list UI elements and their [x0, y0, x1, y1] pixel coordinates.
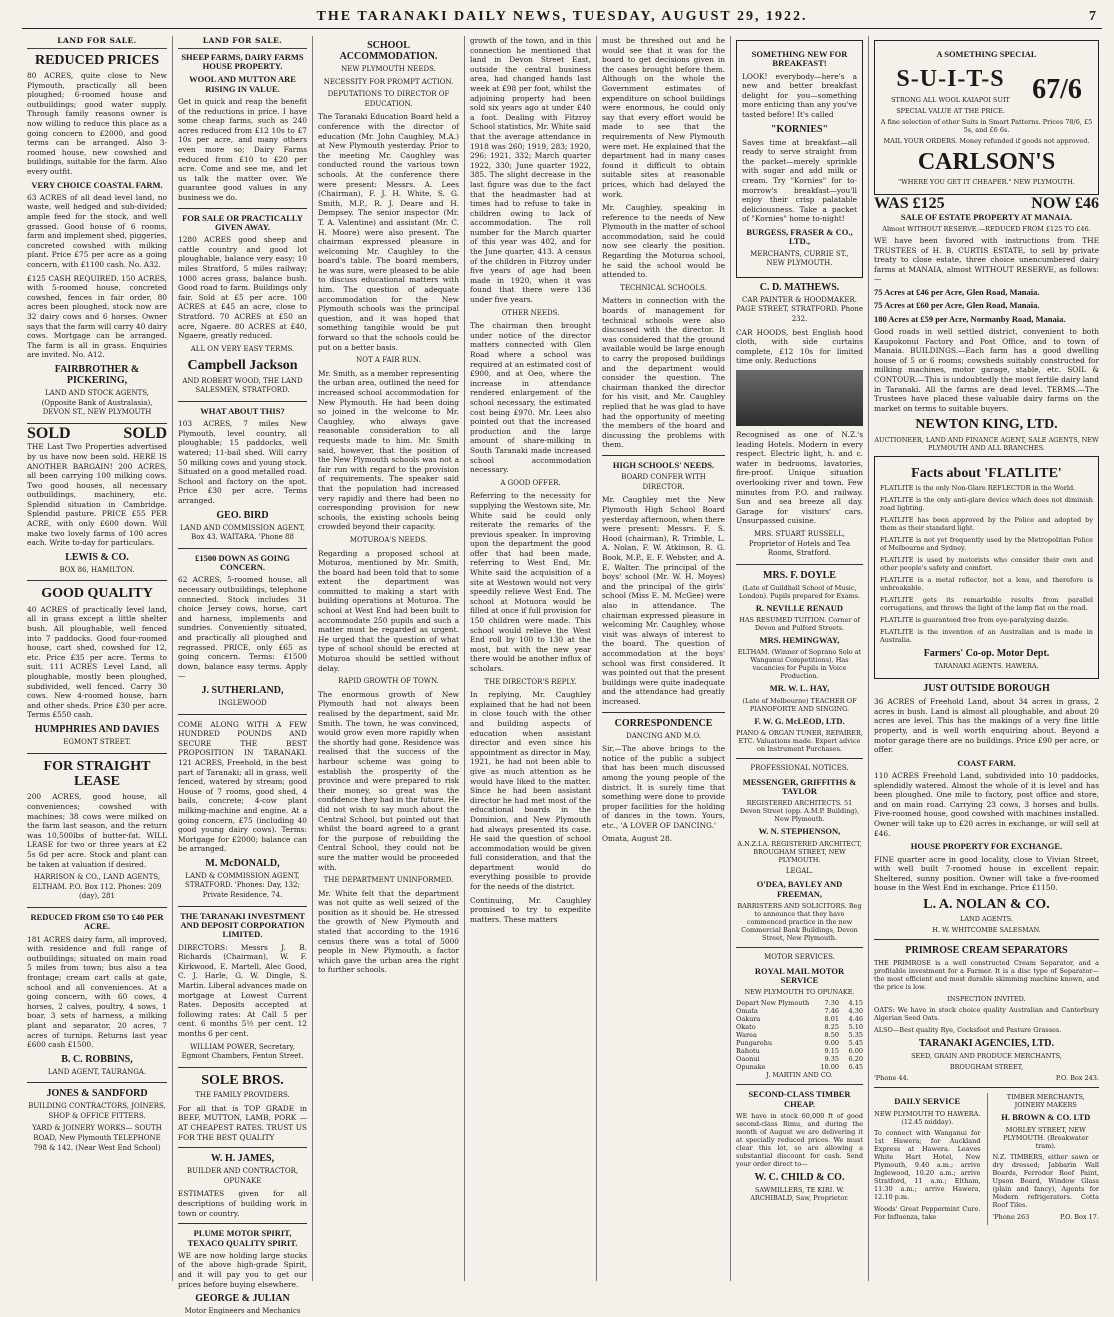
timetable-cell: Opunake	[736, 1063, 766, 1072]
column-2	[172, 36, 312, 1316]
ad-heading: Facts about 'FLATLITE'	[911, 465, 1062, 481]
timetable-row	[736, 1031, 863, 1039]
article-text: Mr. Caughley, speaking in reference to the needs of New Plymouth in the matter of school accommodation, said he could now see clearly the position. Regarding the Moturoa school, he said the school would be attended to.	[602, 203, 725, 280]
firm-name: CARLSON'S	[917, 148, 1056, 175]
ad-text: 36 ACRES of Freehold Land, about 34 acres in grass, 2 acres in bush. Land is almost all ploughable, and about 20 acres are level. This has the makings of a very fine little property, and is well worth enquiring about. Beyond a motor garage there are no buildings. Price £90 per acre, or offer.	[874, 697, 1099, 755]
firm-address: YARD & JOINERY WORKS— SOUTH ROAD, New Plymouth TELEPHONE 798 & 142. (Near West End School)	[32, 1124, 162, 1152]
ad-subheading: VERY CHOICE COASTAL FARM.	[31, 179, 163, 190]
firm-details: PIANO & ORGAN TUNER, REPAIRER, ETC. Valuations made. Expert advice on Instrument Purchases.	[736, 729, 863, 754]
ad-text: 40 ACRES of practically level land, all in grass except a little shelter bush. All ploughable, well fenced into 7 paddocks. Good four-roomed house, cart shed, cowshed for 12, etc. Price £35 per acre. Terms to suit. 111 ACRES Level Land, all ploughable, mostly been ploughed, subdivided, well fenced. Carry 30 cows. New 4-roomed house, barn and other sheds. Price £30 per acre. Terms £550 cash.	[27, 604, 167, 720]
firm-name: TARANAKI AGENCIES, LTD.	[918, 1038, 1055, 1050]
ad-text: Woods' Great Peppermint Cure. For Influenza, take	[874, 1204, 981, 1221]
ad-text: 80 ACRES, quite close to New Plymouth, practically all been ploughed; 6-roomed house and outbuildings; good water supply. Through family reasons owner is now willing to reduce this place as a going concern to £2000, and good terms can be arranged. Also 3-roomed house, new cowshed and buildings, suitable for the farm. Also every outfit.	[27, 70, 167, 176]
timetable-cell: 6.00	[848, 1047, 863, 1056]
article-subhead: NECESSITY FOR PROMPT ACTION.	[323, 77, 454, 86]
timetable-row	[736, 1039, 863, 1047]
ad-text: THE Last Two Properties advertised by us have now been sold. HERE IS ANOTHER BARGAIN! 200 ACRES, all been carrying 100 milking cows. Two good houses, all necessary outbuildings, machinery, etc. Splendid situation in Cambridge. Splendid pasture. PRICE £55 PER ACRE, with only £600 down. Will make two lovely farms of 100 acres each. Write to-day for particulars.	[27, 442, 167, 548]
column-4	[464, 36, 596, 1281]
timetable-cell: 4.46	[848, 1015, 863, 1024]
ad-text: FINE quarter acre in good locality, close to Vivian Street, with well built 7-roomed house in excellent repair. Sheltered, sunny position. Owner will take a five-roomed house in the West End in exchange. Price £1150.	[874, 854, 1099, 893]
article-text: Mr. White felt that the department was not quite as well seized of the position as it should be. He stressed the growth of New Plymouth and stated that according to the 1916 census there was a total of 5000 people in New Plymouth, a factor which gave the urban area the right to further schools.	[318, 888, 459, 975]
ad-heading-reduced-prices: REDUCED PRICES	[34, 52, 160, 68]
firm-address: BROUGHAM STREET,	[949, 1063, 1024, 1072]
product-name: "KORNIES"	[770, 123, 829, 135]
ad-proprietor: MRS. STUART RUSSELL, Proprietor of Hotels and Tea Rooms, Stratford.	[748, 529, 851, 558]
timetable-cell: 4.30	[848, 1007, 863, 1016]
ad-text: 181 ACRES dairy farm, all improved, with residence and full range of outbuildings; situated on main road 5 miles from town; bus also a tea frontage; cream cart calls at gate, school and all conveniences. At a going concern, with 60 cows, 4 horses, 2 calves, poultry, 4 sows, 1 boar, 3 sets of harness, a milking plant and separator, 20 acres, 7 acres of turnips. Returns last year £600 cash £1500.	[27, 934, 167, 1050]
ad-text: N.Z. TIMBERS, either sawn or dry dressed; Jabbarin Wall Boards, Ferrodor Roof Paint, Upson Board, Window Glass (plain and fancy), Agents for Modern refrigerators. Cotta Roof Tiles.	[992, 1152, 1099, 1209]
firm-name: MESSENGER, GRIFFITHS & TAYLOR	[742, 776, 857, 797]
teacher-name: MR. W. L. HAY,	[769, 683, 830, 694]
section-heading: LAND FOR SALE.	[27, 36, 167, 49]
flatlite-fact: FLATLITE is guaranteed free from eye-paralyzing dazzle.	[880, 616, 1069, 625]
column-5	[596, 36, 730, 1281]
timetable-cell: Oakura	[736, 1015, 761, 1024]
ad-text: 103 ACRES, 7 miles New Plymouth, level country, all ploughable; 15 paddocks, well watered; 11-bail shed. Will carry 50 milking cows and young stock. Situated on a good metalled road. School and factory on the spot. Price £30 per acre. Terms arranged.	[178, 419, 307, 505]
flatlite-fact: FLATLITE is a metal reflector, not a lens, and therefore is unbreakable.	[880, 576, 1093, 593]
firm-name: BURGESS, FRASER & CO., LTD.,	[746, 227, 853, 247]
section-heading: PROFESSIONAL NOTICES.	[750, 764, 849, 773]
article-subhead: TECHNICAL SCHOOLS.	[620, 283, 707, 292]
section-headline-correspondence: CORRESPONDENCE	[614, 717, 713, 729]
firm-details: A.N.Z.I.A. REGISTERED ARCHITECT, BROUGHAM STREET, NEW PLYMOUTH.	[737, 839, 862, 864]
ad-text: £125 CASH REQUIRED. 150 ACRES, with 5-roomed house, concreted cowshed, fences in fair order, 80 acres been ploughed, stock now are 32 dairy cows and 6 horses. Owner says that the farm will carry 40 dairy cows. Mortgage can be arranged. The farm is all in grass. Enquiries are invited. No. A12.	[27, 273, 167, 360]
firm-address: CAR PAINTER & HOODMAKER. PAGE STREET, STRATFORD. Phone 232.	[736, 295, 863, 324]
firm-details: SEED, GRAIN AND PRODUCE MERCHANTS,	[911, 1052, 1062, 1061]
page-number: 7	[1089, 9, 1096, 24]
ad-text: Recognised as one of N.Z.'s leading Hotels. Modern in every respect. Electric light, h. and c. water in bedrooms, lavatories, fire-proof. Unique situation overlooking river and town. Few minutes from P.O. and railway. Sun and sea breeze all day. Garage for visitors' cars. Unsurpassed cuisine.	[736, 430, 863, 526]
firm-address: MERCHANTS, CURRIE ST., NEW PLYMOUTH.	[750, 249, 849, 268]
ad-heading: TIMBER MERCHANTS, JOINERY MAKERS	[1006, 1093, 1085, 1110]
suits-more: A fine selection of other Suits in Smart Patterns. Prices 78/6, £5 5s, and £6 6s.	[880, 117, 1093, 134]
timetable-cell: Rahotu	[736, 1047, 760, 1056]
ad-text: COME ALONG WITH A FEW HUNDRED POUNDS AND SECURE THE BEST PROPOSITION IN TARANAKI. 121 ACRES, Freehold, in the best part of Taranaki; all in grass, well fenced, watered by stream; good House of 7 rooms, good shed, 4 bails, concrete; 4-cow plant milking-machine and engine. At a going concern, £75 (including 40 good young dairy cows). Terms: Mortgage for £2000; balance can be arranged.	[178, 719, 307, 854]
timetable-cell: 5.10	[848, 1023, 863, 1032]
article-subhead: NOT A FAIR RUN.	[356, 356, 421, 365]
timetable-cell: Depart New Plymouth	[736, 999, 810, 1008]
teacher-name: MRS. HEMINGWAY,	[759, 635, 840, 646]
ad-text: DIRECTORS: Messrs J. B. Richards (Chairman), W. F. Kirkwood, E. Martell, Alec Good, C. J. Harle, G. W. Dingle, S. Martin. Liberal advances made on mortgage at Lowest Current Rates. Deposits accepted at following rates: At Call 5 per cent. 6 months 5½ per cent. 12 months 6 per cent.	[178, 942, 307, 1039]
firm-name: O'DEA, BAYLEY AND FREEMAN,	[756, 879, 843, 899]
article-text: The chairman then brought under notice of the director matters connected with Glen Road where a school was required at an estimated cost of £900, and at Oeo, where the increase in attendance rendered enlargement of the school necessary, the estimated cost being £970. Mr. Lees also pointed out that the increased production and the large amount of share-milking in South Taranaki made increased school accommodation necessary.	[470, 321, 591, 475]
ad-heading: WHAT ABOUT THIS?	[200, 405, 285, 416]
firm-name: C. D. MATHEWS.	[759, 281, 840, 293]
firm-name: Campbell Jackson	[187, 358, 298, 374]
firm-address: BUILDER AND CONTRACTOR, OPUNAKE	[186, 1167, 299, 1185]
teacher-details: ELTHAM. (Winner of Soprano Solo at Wanganui Competitions). Has vacancies for Pupils in Voice Production.	[737, 648, 862, 681]
firm-address: BOX 86, HAMILTON.	[59, 565, 135, 574]
teacher-details: (Late of Guildhall School of Music, London). Pupils prepared for Exams.	[738, 583, 861, 600]
ad-subheading: COAST FARM.	[957, 757, 1016, 768]
firm-name: SOLE BROS.	[201, 1072, 284, 1088]
firm-name: J. SUTHERLAND,	[201, 684, 284, 696]
article-text: must be threshed out and he would see that it was for the board to get decisions given in the cases brought before them. Although on the whole the Government estimates of expenditure on school buildings were enormous, he could only say that every effort would be made to see that the requirements of New Plymouth were met. He explained that the department had in many cases found it difficult to obtain suitable sites at reasonable prices, which had delayed the work.	[602, 36, 725, 199]
article-text: Continuing, Mr. Caughley promised to try to expedite matters. These matters	[470, 895, 591, 924]
firm-tagline: Motor Engineers and Mechanics	[184, 1307, 301, 1316]
firm-name: GEO. BIRD	[216, 509, 269, 521]
article-text: Referring to the necessity for supplying the Westown site, Mr. White said he could only reiterate the remarks of the previous speaker. In improving upon the department the good offer that had been made, referring to West End, Mr. White said the acquisition of a site at Westown would not very speedily relieve West End. The school at Motuora would be filled at once if full provision for 150 children were made. This school would relieve the West End roll by 100 to 130 at the most, but with the new year there would be another influx of scholars.	[470, 491, 591, 673]
flatlite-fact: FLATLITE has been approved by the Police and adopted by them as their standard light.	[880, 516, 1093, 533]
firm-services: BUILDING CONTRACTORS, JOINERS, SHOP & OFFICE FITTERS.	[28, 1102, 166, 1120]
article-text: In replying, Mr. Caughley explained that he had not been in close touch with the other and building aspects of education when assistant director and even since his appointment as director in May, 1921, he had not been able to give as much attention as he would have liked to the matter. Since he had been assistant director he had met most of the educational boards in the Dominion, and New Plymouth had always presented its case. He said the question of school accommodation would be given full consideration, and that the department would do everything possible to provide for the needs of the district.	[470, 690, 591, 892]
article-text: The Taranaki Education Board held a conference with the director of education (Mr. John Caughley, M.A.) at New Plymouth yesterday. Prior to the meeting Mr. Caughley was conducted round the various town schools. At the conference there were present: Messrs. A. Lees (Chairman), F. J. H. White, S. G. Smith, M.P., R. J. Deare and H. Dempsey. The senior inspector (Mr. T. A. Valentine) and assistant (Mr. C. H. Moore) were also present. The chairman expressed pleasure in welcoming Mr. Caughley to the board's table. The board members, he was sure, were pleased to be able to discuss educational matters with him. The question of adequate accommodation for the New Plymouth schools was the principal question, and it was hoped that something tangible would be put forward so that the schools could be put on a better basis.	[318, 112, 459, 352]
firm-name: H. BROWN & CO. LTD	[1001, 1112, 1091, 1123]
column-1	[22, 36, 172, 1281]
teacher-details: HAS RESUMED TUITION. Corner of Devon and Pulford Streets.	[739, 616, 860, 633]
ad-note: INSPECTION INVITED.	[947, 995, 1026, 1004]
ad-heading: GOOD QUALITY	[41, 586, 153, 602]
firm-name: W. H. JAMES,	[210, 1153, 275, 1165]
firm-tagline: THE FAMILY PROVIDERS.	[195, 1091, 290, 1100]
firm-address: EGMONT STREET.	[63, 737, 131, 746]
ad-text: LOOK! everybody—here's a new and better breakfast delight for you—something more enticing than any you've tasted before! It's called	[742, 71, 857, 120]
firm-details: SAWMILLERS, TE KIRI. W. ARCHIBALD, Saw, Proprietor.	[750, 1186, 849, 1202]
timber-ad	[987, 1093, 1100, 1224]
ad-heading: SECOND-CLASS TIMBER CHEAP.	[748, 1089, 851, 1109]
timetable-cell: 9.35	[824, 1055, 839, 1064]
article-subhead: OTHER NEEDS.	[501, 308, 560, 317]
ad-text: 200 ACRES, good house, all conveniences; cowshed with machines; 38 cows were milked on the farm last season, and the return was 10,500lbs of butter-fat. WILL LEASE for two or three years at £2 5s 6d per acre. Stock and plant can be taken at valuation if desired.	[27, 792, 167, 869]
farm-lot: 75 Acres at £60 per Acre, Glen Road, Manaia.	[874, 300, 1040, 311]
firm-slogan: "WHERE YOU GET IT CHEAPER." NEW PLYMOUTH.	[898, 178, 1075, 187]
article-text: Regarding a proposed school at Moturoa, mentioned by Mr. Smith, the board had been told that to some extent the department was committed to making a start with building operations at Moturoa. The school at West End had been built to accommodate 250 pupils and such a matter must be regarded as urgent. He urged that the question of what type of school should be erected at Moturoa should be settled without delay.	[318, 548, 459, 673]
ad-text: 1280 ACRES good sheep and cattle country and good lot ploughable, balance very easy; 10 miles Stratford, 5 miles railway; 1000 acres grass, balance bush. Good road to farm. Buildings only fair. Sold at £5 per acre. 100 ACRES at £45 an acre, close to Stratford. 70 ACRES at £50 an acre, Ngaere. 80 ACRES at £40, Ngaere, greatly reduced.	[178, 235, 307, 341]
firm-details: AUCTIONEER, LAND AND FINANCE AGENT, SALE AGENTS, NEW PLYMOUTH AND ALL BRANCHES.	[874, 435, 1099, 452]
ad-text: CAR HOODS, best English hood cloth, with side curtains complete, £12 10s for limited time only. Reductions	[736, 327, 863, 366]
article-subhead: DEPUTATIONS TO DIRECTOR OF EDUCATION.	[327, 90, 450, 108]
ad-heading: JUST OUTSIDE BOROUGH	[923, 683, 1050, 695]
ad-text: To connect with Wanganui for 1st Hawera; for Auckland Express at Hawera. Leaves White Hart Hotel, New Plymouth, 9.40 a.m.; arrive Inglewood, 10.20 a.m.; arrive Stratford, 11 a.m.; Eltham, 11.30 a.m.; arrive Hawera, 12.10 p.m.	[874, 1128, 981, 1201]
timetable-row	[736, 999, 863, 1007]
ad-heading: FOR SALE OR PRACTICALLY GIVEN AWAY.	[182, 212, 303, 232]
section-heading: MOTOR SERVICES.	[764, 953, 835, 962]
timetable-row	[736, 1055, 863, 1063]
section-heading: LAND FOR SALE.	[178, 36, 307, 49]
flatlite-fact: FLATLITE is not yet frequently used by the Metropolitan Police of Melbourne and Sydney.	[880, 536, 1093, 553]
article-headline: SCHOOL ACCOMMODATION.	[339, 40, 438, 62]
suits-title: S-U-I-T-S	[896, 66, 1005, 93]
masthead-title: THE TARANAKI DAILY NEWS, TUESDAY, AUGUST 29, 1922.	[316, 9, 808, 24]
firm-name: THE TARANAKI INVESTMENT AND DEPOSIT CORPORATION LIMITED.	[180, 910, 305, 940]
firm-name: M. McDONALD,	[205, 857, 280, 869]
timetable-cell: 7.46	[824, 1007, 839, 1016]
article-headline: HIGH SCHOOLS' NEEDS.	[612, 459, 715, 470]
timetable-cell: Okato	[736, 1023, 756, 1032]
article-subhead: A GOOD OFFER.	[500, 478, 561, 487]
suits-value: SPECIAL VALUE AT THE PRICE.	[896, 106, 1005, 115]
ad-subheading: HOUSE PROPERTY FOR EXCHANGE.	[910, 841, 1063, 852]
suits-price: 67/6	[1032, 74, 1082, 106]
firm-contact: 'Phone 44. P.O. Box 243.	[874, 1074, 1099, 1083]
timetable-cell: 4.15	[848, 999, 863, 1008]
article-text: The enormous growth of New Plymouth had not always been realised by the department, said Mr. Smith. The town, he was convinced, would grow even more rapidly when the shortly had gone. Residence was realised that the success of the harbour scheme was going to establish the prosperity of the province and were prepared to risk their money, so great was the confidence they had in the future. He did not wish to say much about the Central School, but pointed out that whilst the board agreed to a grant for the purpose of rebuilding the Central School, they could not be sure the matter would be proceeded with.	[318, 689, 459, 872]
ad-heading: SOMETHING NEW FOR BREAKFAST!	[751, 49, 848, 69]
timetable-row	[736, 1047, 863, 1055]
hotel-illustration	[736, 370, 863, 426]
timetable-row	[736, 1007, 863, 1015]
firm-name: JONES & SANDFORD	[46, 1088, 148, 1100]
firm-name: LEWIS & CO.	[65, 551, 129, 563]
timetable-cell: Warea	[736, 1031, 757, 1040]
firm-address: INGLEWOOD	[218, 698, 267, 707]
timetable-cell: 8.50	[824, 1031, 839, 1040]
ad-text: THE PRIMROSE is a well constructed Cream Separator, and a profitable investment for a Farmer. It is a disc type of Separator—the most efficient and most durable skimming machine known, and the price is low.	[874, 959, 1099, 992]
ad-heading: FOR STRAIGHT LEASE	[43, 758, 151, 789]
kornies-ad	[736, 40, 863, 278]
ad-heading: DAILY SERVICE	[894, 1096, 961, 1107]
column-3	[312, 36, 464, 1281]
timetable-cell: Pungarehu	[736, 1039, 773, 1048]
ad-text: Saves time at breakfast—all ready to serve straight from the packet—merely sprinkle with sugar and add milk or cream. Try "Kornies" for to-morrow's breakfast—you'll enjoy their crisp palatable deliciousness. Take a packet of "Kornies" home to-night!	[742, 137, 857, 224]
letter-text: Sir,—The above brings to the notice of the public a subject that has been much discussed among the young people of the district. It is surely time that something were done to provide proper facilities for the holding of dances in the town. Yours, etc., 'A LOVER OF DANCING.'	[602, 744, 725, 830]
ad-terms: ALL ON VERY EASY TERMS.	[190, 344, 295, 353]
firm-details: REGISTERED ARCHITECTS. 51 Devon Street (opp. A.M.P. Building), New Plymouth.	[739, 799, 860, 824]
firm-address: LAND AND STOCK AGENTS, (Opposite Bank of Australasia), DEVON ST., NEW PLYMOUTH	[41, 388, 153, 417]
teacher-details: (Late of Melbourne) TEACHER OF PIANOFORTE AND SINGING.	[742, 696, 857, 713]
ad-heading: REDUCED FROM £50 TO £40 PER ACRE.	[30, 911, 164, 932]
timetable-cell: 8.01	[824, 1015, 839, 1024]
article-text: Mr. Smith, as a member representing the urban area, outlined the need for increased school accommodation for New Plymouth. He had been doing so joined in the welcome to Mr. Caughley, who always gave reasonable consideration to all requests made to him. Mr. Smith said, however, that the position of the New Plymouth schools was not a fair run with regard to the provision of requirements. The speaker said that the population had increased very rapidly and there had been no corresponding provision for new schools, the existing schools being crowded beyond their capacity.	[318, 368, 459, 532]
was-now-banner: WAS £125 NOW £46	[874, 195, 1099, 213]
farm-lot: 180 Acres at £59 per Acre, Normanby Road, Manaia.	[874, 313, 1066, 324]
daily-service-ad	[874, 1093, 981, 1224]
firm-contact: 'Phone 263 P.O. Box 17.	[992, 1212, 1099, 1221]
firm-name: GEORGE & JULIAN	[195, 1293, 290, 1305]
farm-lot: 75 Acres at £46 per Acre, Glen Road, Manaia.	[874, 287, 1040, 298]
firm-address: HARRISON & CO., LAND AGENTS, ELTHAM. P.O. Box 112. Phones: 209 (day), 281	[32, 873, 162, 901]
flatlite-fact: FLATLITE is the only Non-Glare REFLECTOR in the World.	[880, 484, 1076, 493]
ad-heading: SALE OF ESTATE PROPERTY AT MANAIA.	[900, 211, 1073, 222]
firm-details: J. MARTIN AND CO.	[766, 1071, 833, 1080]
ad-text: ALSO—Best quality Rye, Cocksfoot and Pasture Grasses.	[874, 1026, 1062, 1035]
firm-address: AND ROBERT WOOD, THE LAND SALESMEN, STRATFORD.	[182, 376, 303, 395]
timetable-cell: Oaonui	[736, 1055, 760, 1064]
timetable-cell: 6.45	[848, 1063, 863, 1072]
firm-name: FAIRBROTHER & PICKERING,	[54, 363, 140, 386]
timetable-cell: Omata	[736, 1007, 758, 1016]
sold-banner: SOLD SOLD	[27, 424, 167, 442]
firm-address: LAND AND COMMISSION AGENT, Box 43. WAITARA. 'Phone 88	[180, 523, 305, 542]
ad-heading: £1500 DOWN AS GOING CONCERN.	[195, 552, 290, 573]
firm-name: L. A. NOLAN & CO.	[923, 896, 1050, 912]
flatlite-fact: FLATLITE is used by motorists who consider their own and other people's safety and comfort.	[880, 556, 1093, 573]
timetable-cell: 9.00	[824, 1039, 839, 1048]
timetable-cell: 6.20	[848, 1055, 863, 1064]
firm-details: BARRISTERS AND SOLICITORS. Beg to announce that they have commenced practice in the new Commercial Bank Buildings, Devon Street, New Plymouth.	[737, 902, 862, 943]
ad-heading: A SOMETHING SPECIAL	[936, 49, 1037, 59]
firm-name: W. N. STEPHENSON,	[758, 826, 841, 837]
ad-text: WE are now holding large stocks of the above high-grade Spirit, and it will pay you to get our prices before buying elsewhere.	[178, 1250, 307, 1289]
timetable-row	[736, 1063, 863, 1071]
ad-text: Get in quick and reap the benefit of the reductions in price. I have some cheap farms, such as 240 acres reduced from £12 10s to £7 10s per acre, and many others even more so; Dairy Farms reduced from £10 to £20 per acre. Come and see me, and let us talk the matter over. We guarantee good values in any business we do.	[178, 96, 307, 202]
firm-name: B. C. ROBBINS,	[61, 1053, 133, 1065]
ad-text: 110 ACRES Freehold Land, subdivided into 10 paddocks, splendidly watered. Almost the whole of it is level and has been ploughed. One mile to factory, post office and store, and on main road. Carrying 23 cows, 3 horses and bulls. Five-roomed house, good cowshed with machines installed. Owner will take up to £20 acres in exchange, or will sell at £46.	[874, 771, 1099, 838]
article-text: Matters in connection with the boards of management for technical schools were also discussed with the director. It was considered that the ground available would be large enough to carry the proposed buildings and the department would consider the question. The chairman thanked the director for his visit, and Mr. Caughley replied that he was glad to have had the opportunity of meeting the members of the board and discussing the problems with them.	[602, 296, 725, 450]
ad-text: 62 ACRES, 5-roomed house, all necessary outbuildings, telephone connected. Stock includes 31 choice Jersey cows, horse, cart and harness, implements and sundries. Conveniently situated, and practically all ploughed and regrassed. PRICE, only £65 as going concern. Terms: £1500 down, balance easy terms. Apply—	[178, 575, 307, 681]
suits-subtitle: STRONG ALL WOOL KAIAPOI SUIT	[891, 95, 1010, 104]
firm-name: W. C. CHILD & CO.	[754, 1172, 845, 1183]
article-text: growth of the town, and in this connection he mentioned that land in Devon Street East, outside the central business area, had changed hands last week at £98 per foot, whilst the adjoining property had been sold six years ago at under £40 a foot. Dealing with Fitzroy School statistics, Mr. White said that the average attendance in 1918 was 260; 1919, 283; 1920, 296; 1921, 332; March quarter 1922, 330; June quarter 1922, 385. The slight decrease in the last figure was due to the fact that the headmaster had at times had to refuse to take in children owing to lack of accommodation. The roll number for the March quarter of this year was 402, and for the June quarter, 413. A census of the children in Fitzroy under five years of age had been made in 1920, when it was found that there were 136 under five years.	[470, 36, 591, 305]
teacher-name: MRS. F. DOYLE	[763, 569, 836, 581]
section-heading: LEGAL.	[785, 866, 814, 875]
article-text: Mr. Caughley met the New Plymouth High School Board yesterday afternoon, when there were present: Messrs. F. S. Hood (chairman), R. Trimble, L. A. Nolan, F. W. Atkinson, R. G. Book, M.P., E. F. Webster, and A. E. Walter. The principal of the boys' school (Mr. W. H. Moyes) and the principal of the girls' school (Miss E. M. McGee) were also in attendance. The chairman expressed pleasure in welcoming Mr. Caughley, whose visit was always of interest to the board. The question of accommodation at the boys' school was first considered. It was pointed out that the present buildings were quite inadequate and the attendance had greatly increased.	[602, 495, 725, 706]
route-name: NEW PLYMOUTH TO OPUNAKE.	[744, 988, 855, 997]
timetable-cell: 9.15	[824, 1047, 839, 1056]
mail-orders: MAIL YOUR ORDERS. Money refunded if goods not approved.	[883, 136, 1090, 145]
article-subhead: THE DIRECTOR'S REPLY.	[484, 677, 577, 686]
timetable-cell: 5.45	[848, 1039, 863, 1048]
timetable	[736, 999, 863, 1071]
flatlite-fact: FLATLITE is the only anti-glare device which does not diminish road lighting.	[880, 496, 1093, 513]
article-subhead: DANCING AND M.O.	[626, 731, 701, 740]
ad-text: 63 ACRES of all dead level land, no waste, well hedged and sub-divided; ample feed for the stock, and well grassed. Good house of 6 rooms, farm and implement shed, piggeries, concreted cowshed with milking plant. Price £75 per acre as a going concern, with £1100 cash. No. A32.	[27, 192, 167, 270]
route-name: NEW PLYMOUTH TO HAWERA. (12.45 midday).	[874, 1109, 981, 1126]
salesman: H. W. WHITCOMBE SALESMAN.	[932, 926, 1041, 935]
ad-heading: PLUME MOTOR SPIRIT, TEXACO QUALITY SPIRIT.	[187, 1228, 298, 1248]
firm-name: F. W. G. McLEOD, LTD.	[754, 715, 845, 726]
article-subhead: RAPID GROWTH OF TOWN.	[338, 677, 439, 686]
ad-subheading: Almost WITHOUT RESERVE.—REDUCED FROM £125 TO £46.	[882, 225, 1091, 234]
masthead	[22, 6, 1102, 29]
firm-name: HUMPHRIES AND DAVIES	[34, 723, 160, 735]
firm-address: WILLIAM POWER, Secretary, Egmont Chambers, Fenton Street.	[181, 1042, 304, 1061]
timetable-cell: 7.30	[824, 999, 839, 1008]
timetable-cell: 10.00	[820, 1063, 839, 1072]
ad-heading: WOOL AND MUTTON ARE RISING IN VALUE.	[189, 74, 296, 94]
firm-name: Farmers' Co-op. Motor Dept.	[923, 648, 1050, 660]
ad-text: ESTIMATES given for all descriptions of building work in town or country.	[178, 1189, 307, 1218]
column-6	[730, 36, 868, 1281]
flatlite-facts	[880, 484, 1093, 644]
timetable-row	[736, 1015, 863, 1023]
firm-address: LAND & COMMISSION AGENT, STRATFORD. 'Phones: Day, 132; Private Residence, 74.	[185, 871, 300, 900]
article-subhead: MOTUROA'S NEEDS.	[349, 535, 428, 544]
flatlite-ad	[874, 456, 1099, 679]
article-subhead: BOARD CONFER WITH DIRECTOR.	[621, 473, 706, 491]
ad-text: For all that is TOP GRADE in BEEF, MUTTON, LAMB, PORK — AT CHEAPEST RATES. TRUST US FOR THE BEST QUALITY	[178, 1103, 307, 1142]
firm-address: LAND AGENT, TAURANGA.	[47, 1067, 147, 1076]
firm-name: NEWTON KING, LTD.	[915, 417, 1058, 433]
timetable-cell: 5.35	[848, 1031, 863, 1040]
firm-address: MORLEY STREET, NEW PLYMOUTH. (Breakwater tram).	[1003, 1125, 1089, 1150]
article-subhead: THE DEPARTMENT UNINFORMED.	[323, 876, 454, 885]
firm-details: TARANAKI AGENTS. HAWERA.	[934, 662, 1039, 671]
ad-text: Good roads in well settled district, convenient to both Kaupokonui Factory and Post Office, and to town of Manaia. BUILDINGS.—Each farm has a good dwelling house of 5 or 6 rooms; cowsheds suitably constructed for milking machines, motor garage, stable, etc. SOIL & CONTOUR.—This is undoubtedly the most fertile dairy land in Taranaki. All the farms are dead level. TERMS.—The Trustees have placed these valuable dairy farms on the market on terms to suitable buyers.	[874, 327, 1099, 413]
firm-details: LAND AGENTS.	[960, 915, 1013, 924]
article-subhead: NEW PLYMOUTH NEEDS.	[341, 65, 436, 73]
firm-name: ROYAL MAIL MOTOR SERVICE	[754, 965, 845, 985]
ad-text: WE have in stock 60,000 ft of good second-class Rimu, and during the month of August we are delivering it at specially reduced prices. We must clear this lot, so are allowing a substantial discount for cash. Send your order direct to—	[736, 1112, 863, 1168]
ad-text: WE have been favored with instructions from THE TRUSTEES of H. B. CURTIS ESTATE, to sell by private treaty to close estate, three choice unencumbered dairy farms at MANAIA, almost WITHOUT RESERVE, as follows:—	[874, 236, 1099, 284]
ad-heading: SHEEP FARMS, DAIRY FARMS HOUSE PROPERTY.	[181, 51, 304, 71]
timetable-row	[736, 1023, 863, 1031]
ad-text: OATS: We have in stock choice quality Australian and Canterbury Algerian Seed Oats.	[874, 1006, 1099, 1023]
timetable-cell: 8.25	[824, 1023, 839, 1032]
flatlite-fact: FLATLITE is the invention of an Australian and is made in Australia.	[880, 628, 1093, 645]
flatlite-fact: FLATLITE gets its remarkable results from parallel corrugations, and throws the light of the lamp flat on the road.	[880, 596, 1093, 613]
teacher-name: R. NEVILLE RENAUD	[755, 602, 844, 613]
ad-heading: PRIMROSE CREAM SEPARATORS	[905, 945, 1068, 957]
carlsons-suits-ad	[874, 40, 1099, 195]
letter-sign: Omata, August 28.	[602, 834, 673, 844]
column-7	[868, 36, 1104, 1281]
